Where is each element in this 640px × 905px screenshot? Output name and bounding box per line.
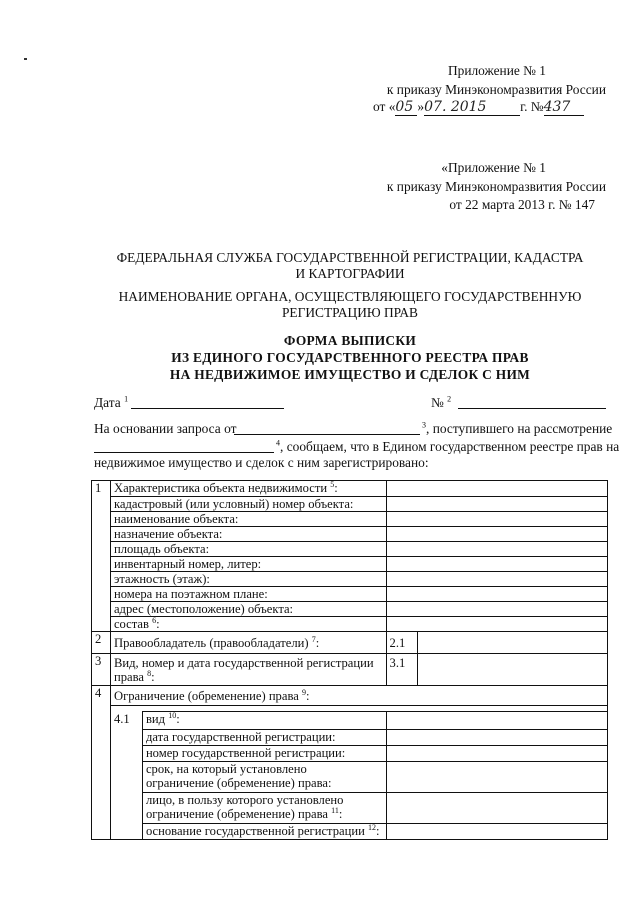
header1-year-no: г. № [520, 99, 544, 114]
s2-title-text: Правообладатель (правообладатели) [113, 635, 309, 650]
table-row [92, 497, 608, 512]
s41-term [142, 762, 386, 793]
header1-day: 05 [395, 99, 417, 116]
basis2-sup: 4 [276, 438, 280, 448]
title-line2: ИЗ ЕДИНОГО ГОСУДАРСТВЕННОГО РЕЕСТРА ПРАВ [171, 350, 529, 365]
s1-composition-text: состав [113, 617, 149, 631]
request-date-blank[interactable] [234, 434, 420, 435]
s3-value[interactable] [418, 654, 608, 686]
table-row [92, 587, 608, 602]
s3-num: 3 [92, 654, 111, 686]
table-row [92, 730, 608, 746]
s41-value[interactable] [386, 730, 607, 746]
s41-term-line1: срок, на который установлено [145, 762, 307, 776]
s41-row-label: дата государственной регистрации: [142, 730, 386, 746]
date-sup: 1 [124, 394, 129, 404]
table-row [92, 602, 608, 617]
table-row [92, 617, 608, 632]
s2-code: 2.1 [386, 632, 418, 654]
s1-row-label: адрес (местоположение) объекта: [110, 602, 386, 617]
s41-kind-text: вид [145, 712, 166, 726]
s1-row-value[interactable] [386, 617, 607, 632]
s1-row-value[interactable] [386, 542, 607, 557]
scan-mark [24, 58, 27, 60]
s4-num: 4 [92, 686, 111, 840]
s41-value[interactable] [386, 746, 607, 762]
s3-title-line2: права [113, 670, 144, 684]
number-sup: 2 [447, 394, 452, 404]
extract-table [91, 480, 608, 840]
basis2-text: , сообщаем, что в Едином государственном реестре прав на [280, 439, 620, 454]
s1-row-value[interactable] [386, 602, 607, 617]
s1-row-label: номера на поэтажном плане: [110, 587, 386, 602]
organ-line2: РЕГИСТРАЦИЮ ПРАВ [281, 305, 418, 320]
s1-row-value[interactable] [386, 497, 607, 512]
s2-title-sup: 7 [311, 634, 316, 644]
s1-title-sup: 5 [330, 479, 335, 489]
s1-row-label: наименование объекта: [110, 512, 386, 527]
s41-basis-text: основание государственной регистрации [145, 824, 365, 838]
basis-sup: 3 [422, 420, 426, 430]
table-row [92, 793, 608, 824]
s1-num: 1 [92, 481, 111, 632]
s1-title-text: Характеристика объекта недвижимости [113, 481, 328, 495]
s1-row-label: площадь объекта: [110, 542, 386, 557]
s1-row-value[interactable] [386, 527, 607, 542]
header1-line3 [373, 99, 613, 116]
header1-sep: » [417, 99, 425, 114]
s41-value[interactable] [386, 712, 607, 730]
s1-row-label: инвентарный номер, литер: [110, 557, 386, 572]
s3-title-line1: Вид, номер и дата государственной регистрации [113, 656, 374, 670]
s1-row-value[interactable] [386, 512, 607, 527]
s41-value[interactable] [386, 824, 607, 840]
organ-line1: НАИМЕНОВАНИЕ ОРГАНА, ОСУЩЕСТВЛЯЮЩЕГО ГОСУДАРСТВЕННУЮ [118, 289, 582, 304]
basis3: недвижимое имущество и сделок с ним зарегистрировано: [94, 455, 429, 470]
s4-title: Ограничение (обременение) права $^9$: [110, 686, 607, 706]
s2-title: Правообладатель (правообладатели) $^7$: [110, 632, 386, 654]
table-row [92, 762, 608, 793]
s41-value[interactable] [386, 762, 607, 793]
basis-text: На основании запроса от [94, 421, 237, 436]
number-blank[interactable] [458, 408, 606, 409]
s1-row-label: этажность (этаж): [110, 572, 386, 587]
s41-person-line1: лицо, в пользу которого установлено [145, 793, 344, 807]
agency-line1: ФЕДЕРАЛЬНАЯ СЛУЖБА ГОСУДАРСТВЕННОЙ РЕГИСТРАЦИИ, КАДАСТРА [116, 250, 584, 265]
s3-title-sup: 8 [147, 668, 152, 678]
s41-person-sup: 11 [331, 805, 339, 815]
s41-basis: основание государственной регистрации $^{12}$: [142, 824, 386, 840]
s41-kind: вид $^{10}$: [142, 712, 386, 730]
s41-person-line2: ограничение (обременение) права [145, 807, 328, 821]
title-line3: НА НЕДВИЖИМОЕ ИМУЩЕСТВО И СДЕЛОК С НИМ [169, 367, 531, 382]
s41-row-label: номер государственной регистрации: [142, 746, 386, 762]
table-row [92, 824, 608, 840]
date-blank[interactable] [131, 408, 284, 409]
header1-number: 437 [544, 99, 584, 116]
s3-title: Вид, номер и дата государственной регистрации права $^8$: [110, 654, 386, 686]
table-row [92, 572, 608, 587]
agency-line2: И КАРТОГРАФИИ [295, 266, 405, 281]
section3-row [92, 654, 608, 686]
header2-line3: от 22 марта 2013 г. № 147 [449, 197, 595, 212]
header2-line2: к приказу Минэкономразвития России [386, 179, 606, 194]
s41-value[interactable] [386, 793, 607, 824]
section1-header-row [92, 481, 608, 497]
s1-title-value[interactable] [386, 481, 607, 497]
header1-month-year: 07. 2015 [424, 99, 520, 116]
basis-tail-text: , поступившего на рассмотрение [426, 421, 613, 436]
s41-basis-sup: 12 [367, 822, 376, 832]
title-line1: ФОРМА ВЫПИСКИ [283, 333, 417, 348]
table-row [92, 557, 608, 572]
basis-tail [422, 421, 612, 437]
s4-title-sup: 9 [301, 687, 306, 697]
s2-value[interactable] [418, 632, 608, 654]
section4-header-row [92, 686, 608, 706]
s1-row-label: назначение объекта: [110, 527, 386, 542]
s41-code: 4.1 [110, 712, 142, 840]
date-field [94, 395, 128, 411]
s1-row-value[interactable] [386, 557, 607, 572]
s1-row-value[interactable] [386, 587, 607, 602]
section2-row [92, 632, 608, 654]
header1-from: от « [373, 99, 396, 114]
header2-line1: «Приложение № 1 [441, 160, 546, 175]
basis2 [276, 439, 619, 455]
s2-num: 2 [92, 632, 111, 654]
number-field [431, 395, 451, 411]
received-date-blank[interactable] [94, 452, 274, 453]
table-row [92, 746, 608, 762]
table-row [92, 512, 608, 527]
table-row [92, 527, 608, 542]
number-label: № [431, 395, 444, 410]
s41-person: лицо, в пользу которого установлено ограничение (обременение) права $^{11}$: [142, 793, 386, 824]
s1-row-value[interactable] [386, 572, 607, 587]
s41-kind-sup: 10 [168, 710, 177, 720]
s1-row-label: кадастровый (или условный) номер объекта: [110, 497, 386, 512]
s41-kind-row [92, 712, 608, 730]
date-label: Дата [94, 395, 121, 410]
s1-title: Характеристика объекта недвижимости $^5$: [110, 481, 386, 497]
header1-line1: Приложение № 1 [447, 63, 546, 78]
s1-composition-sup: 6 [152, 615, 157, 625]
s3-code: 3.1 [386, 654, 418, 686]
s41-term-line2: ограничение (обременение) права: [145, 776, 332, 790]
header1-line2: к приказу Минэкономразвития России [386, 82, 606, 97]
s1-composition: состав $^6$: [110, 617, 386, 632]
s4-title-text: Ограничение (обременение) права [113, 688, 299, 703]
table-row [92, 542, 608, 557]
